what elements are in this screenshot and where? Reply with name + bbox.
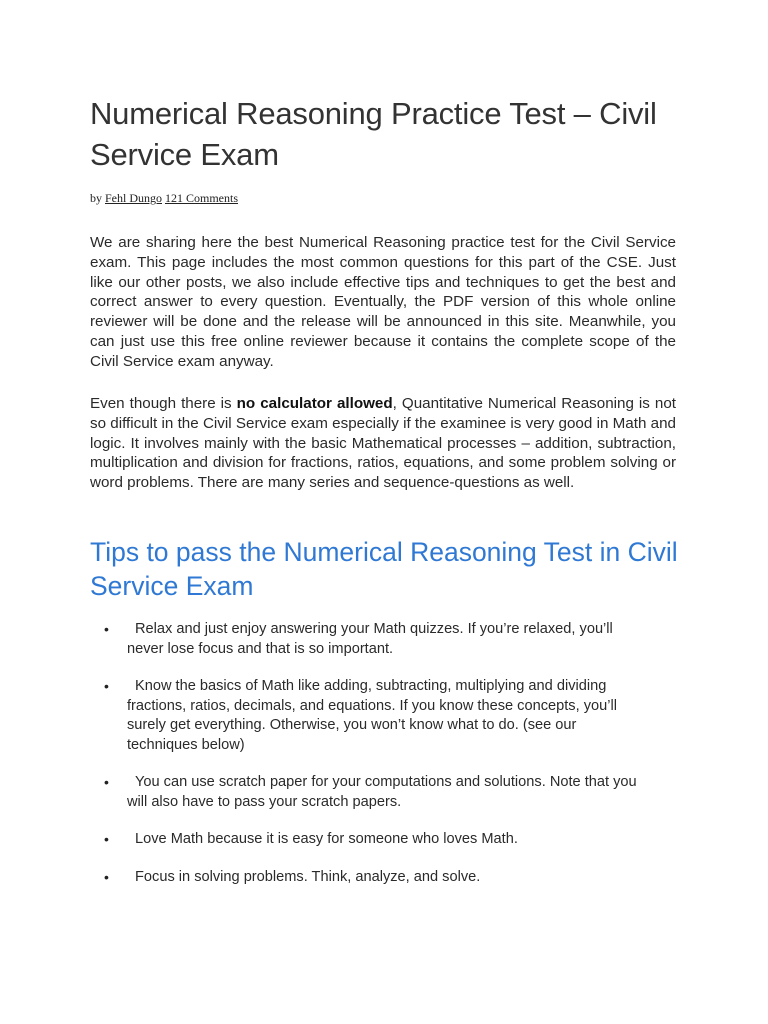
intro-paragraph: We are sharing here the best Numerical Reasoning practice test for the Civil Service exam. This page includes the most common questions for this part of the CSE. Just like our other posts, we also include effective tips and techniques to get the best and correct answer to every question. Eventually, the PDF version of this whole online reviewer will be done and the release will be announced in this site. Meanwhile, you can just use this free online reviewer because it contains the complete scope of the Civil Service exam anyway. [90,234,676,370]
bullet-icon: • [104,774,109,790]
list-item [90,830,650,850]
calculator-paragraph [90,394,676,493]
bullet-icon: • [104,678,109,694]
paragraph-text-start: Even though there is [90,395,237,412]
list-item [90,620,650,659]
tip-text: Know the basics of Math like adding, subtracting, multiplying and dividing fractions, ratios, decimals, and equations. If you know these concepts, you’ll surely get everything. Otherwise, you won’t know what to do. (see our techniques below) [127,678,617,753]
tip-text: Love Math because it is easy for someone who loves Math. [135,831,518,847]
tip-text: You can use scratch paper for your computations and solutions. Note that you will also have to pass your scratch papers. [127,774,637,810]
list-item [90,773,650,812]
tip-text: Focus in solving problems. Think, analyze, and solve. [135,868,481,885]
tips-list [90,620,650,905]
list-item [90,677,650,755]
tip-text: Relax and just enjoy answering your Math quizzes. If you’re relaxed, you’ll never lose focus and that is so important. [127,621,613,657]
paragraph-text-end: , Quantitative Numerical Reasoning is not so difficult in the Civil Service exam especially if the examinee is very good in Math and logic. It involves mainly with the basic Mathematical processes – addition, subtraction, multiplication and division for fractions, ratios, equations, and some problem solving or word problems. There are many series and sequence-questions as well. [90,395,676,492]
bullet-icon: • [104,868,109,885]
author-link[interactable]: Fehl Dungo [105,191,162,205]
list-item [90,868,650,888]
bullet-icon: • [104,831,109,847]
no-calculator-emphasis: no calculator allowed [236,395,393,412]
byline [90,190,238,206]
byline-prefix: by [90,191,102,205]
article-title: Numerical Reasoning Practice Test – Civil Service Exam [90,96,657,172]
comments-link[interactable]: 121 Comments [165,191,239,205]
tips-heading: Tips to pass the Numerical Reasoning Test in Civil Service Exam [90,537,678,601]
bullet-icon: • [104,621,109,637]
